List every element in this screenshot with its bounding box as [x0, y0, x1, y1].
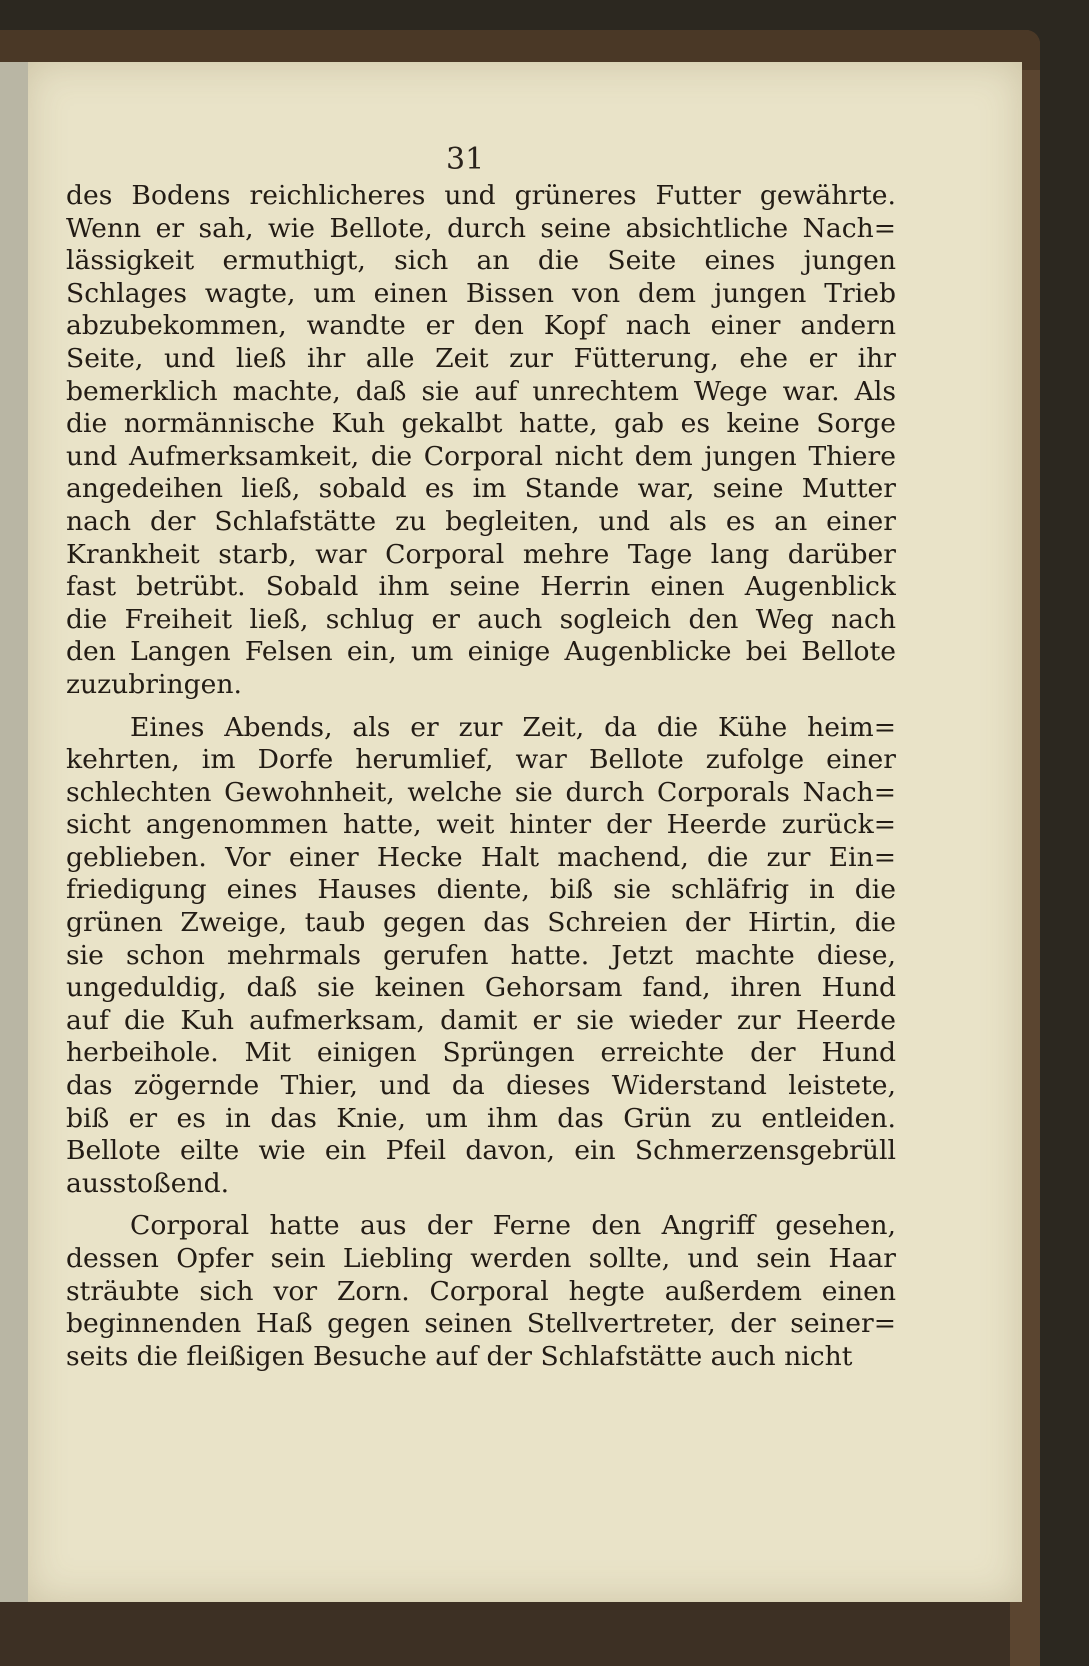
text-line: sie schon mehrmals gerufen hatte. Jetzt machte diese,	[66, 939, 896, 971]
text-line: herbeihole. Mit einigen Sprüngen erreichte der Hund	[66, 1037, 896, 1069]
text-line: Bellote eilte wie ein Pfeil davon, ein Schmerzensgebrüll	[66, 1135, 896, 1167]
text-line: die Freiheit ließ, schlug er auch sogleich den Weg nach	[66, 603, 896, 635]
text-line: beginnenden Haß gegen seinen Stellvertreter, der seiner=	[66, 1308, 896, 1340]
text-line: seits die fleißigen Besuche auf der Schlafstätte auch nicht	[66, 1340, 853, 1372]
text-line: die normännische Kuh gekalbt hatte, gab es keine Sorge	[66, 408, 896, 440]
paragraph	[66, 1210, 896, 1373]
text-line: ungeduldig, daß sie keinen Gehorsam fand, ihren Hund	[66, 972, 896, 1004]
text-line: Wenn er sah, wie Bellote, durch seine absichtliche Nach=	[66, 212, 896, 244]
text-line: friedigung eines Hauses diente, biß sie schläfrig in die	[66, 874, 896, 906]
text-line: sicht angenommen hatte, weit hinter der Heerde zurück=	[66, 809, 896, 841]
text-line: Eines Abends, als er zur Zeit, da die Kühe heim=	[130, 711, 896, 743]
text-line: dessen Opfer sein Liebling werden sollte, und sein Haar	[66, 1243, 896, 1274]
book-page	[26, 62, 1022, 1602]
text-line: grünen Zweige, taub gegen das Schreien der Hirtin, die	[66, 907, 896, 939]
text-line: schlechten Gewohnheit, welche sie durch Corporals Nach=	[66, 776, 896, 808]
text-line: lässigkeit ermuthigt, sich an die Seite eines jungen	[66, 245, 896, 277]
text-line: kehrten, im Dorfe herumlief, war Bellote zufolge einer	[66, 744, 896, 776]
text-line: ausstoßend.	[66, 1167, 230, 1199]
text-line: abzubekommen, wandte er den Kopf nach einer andern	[66, 310, 896, 342]
text-line: das zögernde Thier, und da dieses Widerstand leistete,	[66, 1070, 896, 1102]
text-line: Schlages wagte, um einen Bissen von dem jungen Trieb	[66, 277, 896, 309]
text-line: und Aufmerksamkeit, die Corporal nicht dem jungen Thiere	[66, 440, 896, 472]
text-line: nach der Schlafstätte zu begleiten, und als es an einer	[66, 505, 896, 537]
text-line: bemerklich machte, daß sie auf unrechtem Wege war. Als	[66, 375, 896, 407]
text-line: Corporal hatte aus der Ferne den Angriff gesehen,	[130, 1210, 896, 1242]
text-line: den Langen Felsen ein, um einige Augenblicke bei Bellote	[66, 636, 896, 668]
paragraph-gap	[66, 702, 896, 712]
text-line: Krankheit starb, war Corporal mehre Tage lang darüber	[66, 538, 896, 570]
text-line: sträubte sich vor Zorn. Corporal hegte außerdem einen	[66, 1275, 896, 1307]
paragraph-gap	[66, 1200, 896, 1210]
page-number: 31	[446, 142, 485, 177]
text-line: angedeihen ließ, sobald es im Stande war, seine Mutter	[66, 473, 896, 505]
paragraph	[66, 712, 896, 1201]
text-line: fast betrübt. Sobald ihm seine Herrin einen Augenblick	[66, 571, 896, 603]
text-line: geblieben. Vor einer Hecke Halt machend, die zur Ein=	[66, 841, 896, 873]
text-line: biß er es in das Knie, um ihm das Grün zu entleiden.	[66, 1102, 896, 1134]
page-text	[66, 180, 896, 1373]
text-line: zuzubringen.	[66, 668, 242, 700]
book-gutter	[0, 62, 28, 1602]
text-line: des Bodens reichlicheres und grüneres Futter gewährte.	[66, 180, 896, 211]
paragraph	[66, 180, 896, 702]
text-line: Seite, und ließ ihr alle Zeit zur Fütterung, ehe er ihr	[66, 342, 896, 374]
text-line: auf die Kuh aufmerksam, damit er sie wieder zur Heerde	[66, 1004, 896, 1036]
